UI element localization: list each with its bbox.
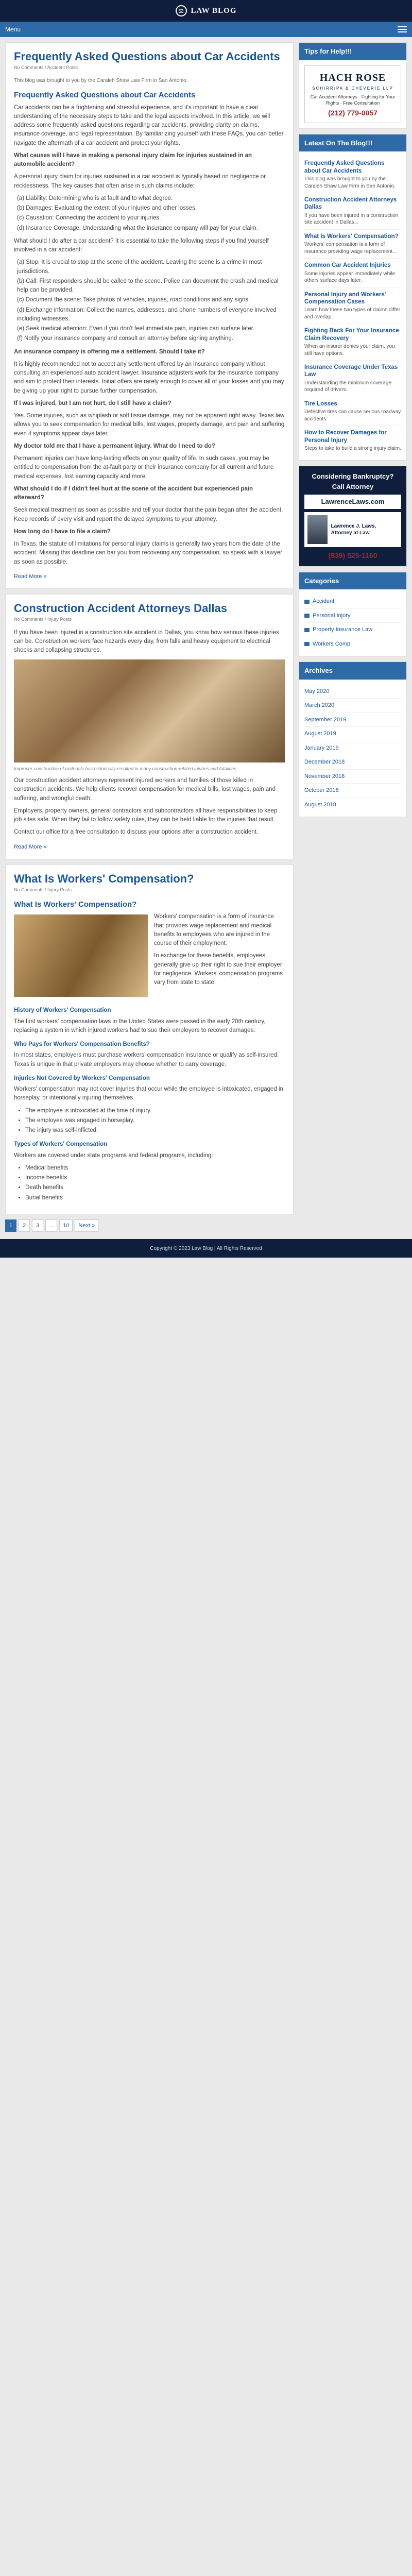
ad-phone[interactable]: (839) 525-1160: [328, 551, 377, 560]
next-page-link[interactable]: Next »: [75, 1219, 98, 1232]
post-question: If I was injured, but I am not hurt, do I still have a claim?: [14, 400, 171, 406]
latest-post-item: [304, 288, 401, 325]
list-item: • The injury was self-inflicted.: [25, 1126, 285, 1135]
ad-website[interactable]: LawrenceLaws.com: [304, 495, 401, 509]
post-meta: No Comments / Injury Posts: [14, 887, 72, 893]
list-item: • The employee was engaged in horseplay.: [25, 1116, 285, 1125]
latest-posts-widget: [299, 134, 407, 461]
post-title[interactable]: What Is Workers' Compensation?: [14, 872, 194, 885]
list-item: • Death benefits: [25, 1183, 285, 1192]
post-question: How long do I have to file a claim?: [14, 528, 111, 535]
post-paragraph: Yes. Some injuries, such as whiplash or soft tissue damage, may not be apparent right away. Texas law allows you to seek compensation for medical bills, lost wages, property damage, and pain and suffering even if symptoms appear days later.: [14, 413, 285, 437]
hamburger-icon[interactable]: [398, 26, 407, 32]
post-question: An insurance company is offering me a settlement. Should I take it?: [14, 348, 205, 355]
archive-link[interactable]: January 2019: [304, 744, 339, 751]
list-item: • The employee is intoxicated at the time of injury.: [25, 1107, 285, 1115]
section-heading: History of Workers' Compensation: [14, 1007, 111, 1014]
benefits-list: [25, 1164, 285, 1202]
post-lead: This blog was brought to you by the Caraleh Shaw Law Firm in San Antonio.: [14, 77, 188, 83]
latest-post-item: [304, 324, 401, 361]
latest-post-excerpt: Learn how these two types of claims differ and overlap.: [304, 307, 401, 320]
category-link[interactable]: Personal Injury: [313, 612, 351, 619]
latest-post-link[interactable]: What Is Workers' Compensation?: [304, 233, 399, 240]
post-paragraph: Employers, property owners, general contractors and subcontractors all have responsibilities to keep job sites safe. When they fail to follow safety rules, they can be held liable for the injuries that result.: [14, 807, 278, 823]
latest-post-item: [304, 193, 401, 230]
folder-icon: [304, 600, 310, 604]
list-item: (f) Notify your insurance company and consult an attorney before signing anything.: [17, 335, 233, 342]
main-nav: [0, 22, 412, 37]
archive-item[interactable]: [304, 770, 401, 784]
attorney-photo: [307, 515, 328, 544]
post-meta: No Comments / Injury Posts: [14, 617, 72, 622]
post-card: [5, 594, 294, 859]
archive-item[interactable]: [304, 798, 401, 812]
latest-post-excerpt: Understanding the minimum coverage required of drivers.: [304, 380, 391, 393]
folder-icon: [304, 642, 310, 646]
list-item: (a) Stop: It is crucial to stop at the scene of the accident. Leaving the scene is a crime in most jurisdictions.: [17, 259, 262, 275]
page-link[interactable]: 10: [59, 1219, 73, 1232]
category-link[interactable]: Workers Comp: [313, 640, 351, 647]
post-paragraph: In most states, employers must purchase workers' compensation insurance or qualify as self-insured. Texas is unique in that private employers may choose whether to carry coverage.: [14, 1052, 279, 1067]
read-more-link[interactable]: Read More »: [14, 573, 47, 580]
category-item[interactable]: [304, 623, 401, 637]
archive-link[interactable]: May 2020: [304, 688, 330, 694]
steps-list: [17, 258, 285, 343]
post-card: [5, 865, 294, 1214]
site-header: [0, 0, 412, 22]
archive-link[interactable]: September 2019: [304, 716, 347, 723]
tips-widget: [299, 42, 407, 129]
latest-post-excerpt: Workers' compensation is a form of insurance providing wage replacement...: [304, 242, 397, 255]
page-ellipsis: ...: [45, 1219, 57, 1232]
folder-icon: [304, 628, 310, 632]
menu-label[interactable]: Menu: [5, 26, 21, 33]
site-footer: [0, 1239, 412, 1258]
post-paragraph: Workers' compensation may not cover injuries that occur while the employee is intoxicated, engaged in horseplay, or intentionally injuring themselves.: [14, 1086, 283, 1101]
page-link[interactable]: 2: [19, 1219, 30, 1232]
page-link[interactable]: 1: [5, 1219, 16, 1232]
read-more-link[interactable]: Read More »: [14, 843, 47, 850]
list-item: (d) Insurance Coverage: Understanding what the insurance company will pay for your claim.: [17, 225, 258, 231]
gavel-photo: [14, 914, 148, 997]
archive-link[interactable]: March 2020: [304, 702, 335, 709]
section-heading: Injuries Not Covered by Workers' Compensation: [14, 1075, 150, 1081]
ad-text: Car Accident Attorneys · Fighting for Your Rights · Free Consultation: [310, 94, 396, 106]
post-paragraph: Seek medical treatment as soon as possible and tell your doctor that the pain began after the accident. Keep records of every visit and report the delayed symptoms to your attorney.: [14, 507, 283, 522]
list-item: (b) Damages: Evaluating the extent of your injuries and other losses.: [17, 205, 197, 212]
post-paragraph: What should I do after a car accident? It is essential to take the following steps if you find yourself involved in a car accident:: [14, 238, 269, 253]
post-paragraph: Permanent injuries can have long-lasting effects on your quality of life. In such cases, you may be entitled to compensation from the at-fault party or their insurance company for all current and future medical expenses, lost earning capacity and more.: [14, 455, 274, 480]
exclusions-list: [25, 1107, 285, 1136]
archive-item[interactable]: [304, 784, 401, 798]
section-heading: Types of Workers' Compensation: [14, 1141, 108, 1148]
law-firm-ad[interactable]: [304, 65, 401, 123]
archive-item[interactable]: [304, 713, 401, 727]
claim-list: [17, 194, 285, 233]
latest-post-link[interactable]: Fighting Back For Your Insurance Claim Recovery: [304, 328, 399, 342]
bankruptcy-ad-widget: [299, 466, 407, 567]
post-paragraph: Contact our office for a free consultation to discuss your options after a construction accident.: [14, 829, 259, 836]
post-paragraph: Workers are covered under state programs and federal programs, including:: [14, 1152, 213, 1159]
post-paragraph: If you have been injured in a construction site accident in Dallas, you know how serious these injuries can be. Construction workers face hazards every day, from falls and heavy equipment to electrical shocks and collapsing structures.: [14, 629, 279, 654]
latest-post-excerpt: This blog was brought to you by the Caraleh Shaw Law Firm in San Antonio.: [304, 176, 396, 189]
widget-title: Latest On The Blog!!!: [299, 134, 406, 152]
post-meta: No Comments / Accident Posts: [14, 65, 78, 71]
widget-title: Categories: [299, 572, 406, 590]
post-paragraph: Workers' compensation is a form of insurance that provides wage replacement and medical benefits to employees who are injured in the course of their employment.: [154, 913, 274, 947]
latest-post-item: [304, 259, 401, 287]
main-content: [5, 42, 294, 1239]
archive-item[interactable]: [304, 755, 401, 770]
list-item: (b) Call: First responders should be called to the scene. Police can document the crash and medical help can be provided.: [17, 278, 279, 294]
image-caption: Improper construction of materials has historically resulted in many construction-related injuries and fatalities.: [14, 766, 238, 771]
archive-item[interactable]: [304, 741, 401, 756]
site-title[interactable]: LAW BLOG: [191, 6, 237, 15]
list-item: (c) Document the scene: Take photos of vehicles, injuries, road conditions and any signs.: [17, 297, 250, 303]
latest-post-item: [304, 397, 401, 426]
list-item: • Medical benefits: [25, 1164, 285, 1173]
archive-item[interactable]: [304, 727, 401, 741]
category-link[interactable]: Accident: [313, 598, 335, 605]
list-item: • Income benefits: [25, 1174, 285, 1182]
latest-post-excerpt: When an insurer denies your claim, you still have options.: [304, 344, 395, 357]
scales-icon[interactable]: ⚖: [176, 5, 187, 16]
folder-icon: [304, 614, 310, 618]
latest-post-link[interactable]: Construction Accident Attorneys Dallas: [304, 197, 397, 211]
post-paragraph: In exchange for these benefits, employees generally give up their right to sue their employer for negligence. Workers' compensation programs vary from state to state.: [154, 953, 283, 986]
category-item[interactable]: [304, 609, 401, 623]
post-heading: Frequently Asked Questions about Car Accidents: [14, 90, 196, 99]
archives-widget: [299, 662, 407, 817]
post-paragraph: The first workers' compensation laws in the United States were passed in the early 20th century, replacing a system in which injured workers had to sue their employers to recover damages.: [14, 1018, 266, 1033]
post-paragraph: A personal injury claim for injuries sustained in a car accident is typically based on negligence or recklessness. The key causes that often arise in such claims include:: [14, 174, 266, 189]
latest-post-item: [304, 361, 401, 397]
copyright-text: Copyright © 2023 Law Blog | All Rights Reserved: [150, 1245, 262, 1251]
ad-headline: Considering Bankruptcy?: [312, 472, 394, 481]
category-item[interactable]: [304, 595, 401, 609]
ad-phone[interactable]: (212) 779-0057: [328, 108, 377, 117]
latest-post-item: [304, 157, 401, 193]
archive-item[interactable]: [304, 699, 401, 713]
archive-link[interactable]: October 2018: [304, 787, 339, 794]
latest-post-excerpt: Some injuries appear immediately while others surface days later.: [304, 270, 396, 284]
widget-title: Archives: [299, 662, 406, 680]
section-heading: Who Pays for Workers' Compensation Benefits?: [14, 1041, 150, 1048]
post-paragraph: Our construction accident attorneys represent injured workers and families of those killed in construction accidents. We help clients recover compensation for medical bills, lost wages, pain and suffering, and wrongful death.: [14, 777, 276, 802]
list-item: (a) Liability: Determining who is at fault and to what degree.: [17, 195, 173, 201]
latest-post-link[interactable]: Personal Injury and Workers' Compensation Cases: [304, 291, 386, 305]
bankruptcy-ad[interactable]: [299, 466, 406, 566]
post-paragraph: Car accidents can be a frightening and stressful experience, and it's important to have a clear understanding of the necessary steps to take and the legal aspects involved. In this article, we will address some frequently asked questions regarding car accidents, providing clarity on claims, insurance coverage, and legal representation. By familiarizing yourself with these FAQs, you can better navigate the aftermath of a car accident and protect your rights.: [14, 104, 284, 146]
sidebar: [299, 42, 407, 1239]
categories-widget: [299, 572, 407, 657]
construction-photo: [14, 659, 285, 762]
ad-firm-name: HACH ROSE: [319, 72, 386, 83]
list-item: (e) Seek medical attention: Even if you don't feel immediate pain, injuries can surface later.: [17, 326, 255, 332]
archive-link[interactable]: November 2018: [304, 773, 345, 779]
post-title[interactable]: Construction Accident Attorneys Dallas: [14, 602, 227, 615]
category-item[interactable]: [304, 637, 401, 651]
post-paragraph: What causes will I have in making a personal injury claim for injuries sustained in an automobile accident?: [14, 152, 252, 168]
post-question: What should I do if I didn't feel hurt at the scene of the accident but experienced pain afterward?: [14, 485, 253, 501]
post-paragraph: In Texas, the statute of limitations for personal injury claims is generally two years from the date of the accident. Missing this deadline can bar you from recovering any compensation, so speak with a lawyer as soon as possible.: [14, 541, 282, 565]
ad-firm-sub: SCHIRRIPA & CHEVERIE LLP: [312, 86, 393, 91]
latest-post-link[interactable]: Common Car Accident Injuries: [304, 262, 391, 269]
latest-post-excerpt: Steps to take to build a strong injury claim.: [304, 445, 401, 451]
archive-link[interactable]: August 2019: [304, 731, 336, 737]
latest-post-excerpt: Defective tires can cause serious roadway accidents.: [304, 409, 401, 422]
post-card: [5, 42, 294, 589]
latest-post-link[interactable]: Frequently Asked Questions about Car Accidents: [304, 160, 385, 174]
widget-title: Tips for Help!!!: [299, 43, 406, 60]
latest-post-link[interactable]: Tire Losses: [304, 400, 337, 407]
post-paragraph: It is highly recommended not to accept any settlement offered by an insurance company without consulting an experienced auto accident lawyer. Insurance adjusters work for the insurance company and aim to protect their interests. Initial offers are rarely enough to cover all of your losses and you may be giving up your right to pursue further compensation.: [14, 361, 284, 394]
list-item: (c) Causation: Connecting the accident to your injuries.: [17, 215, 161, 222]
latest-post-item: [304, 426, 401, 455]
post-question: My doctor told me that I have a permanent injury. What do I need to do?: [14, 443, 215, 449]
latest-post-link[interactable]: Insurance Coverage Under Texas Law: [304, 364, 398, 378]
page-link[interactable]: 3: [32, 1219, 43, 1232]
latest-post-excerpt: If you have been injured in a construction site accident in Dallas...: [304, 212, 399, 226]
pagination: [5, 1219, 294, 1232]
ad-attorney-card: [304, 512, 401, 547]
post-heading: What Is Workers' Compensation?: [14, 900, 137, 909]
archive-link[interactable]: August 2018: [304, 801, 336, 808]
attorney-name: Lawrence J. Laws, Attorney at Law: [331, 523, 376, 536]
category-link[interactable]: Property Insurance Law: [313, 626, 373, 633]
latest-post-item: [304, 230, 401, 259]
list-item: (d) Exchange information: Collect the names, addresses, and phone numbers of everyone involved including witnesses.: [17, 307, 277, 322]
post-title[interactable]: Frequently Asked Questions about Car Accidents: [14, 50, 280, 63]
list-item: • Burial benefits: [25, 1194, 285, 1202]
archive-link[interactable]: December 2018: [304, 759, 345, 766]
archive-item[interactable]: [304, 685, 401, 699]
latest-post-link[interactable]: How to Recover Damages for Personal Injury: [304, 430, 387, 444]
ad-subheadline: Call Attorney: [332, 482, 374, 490]
